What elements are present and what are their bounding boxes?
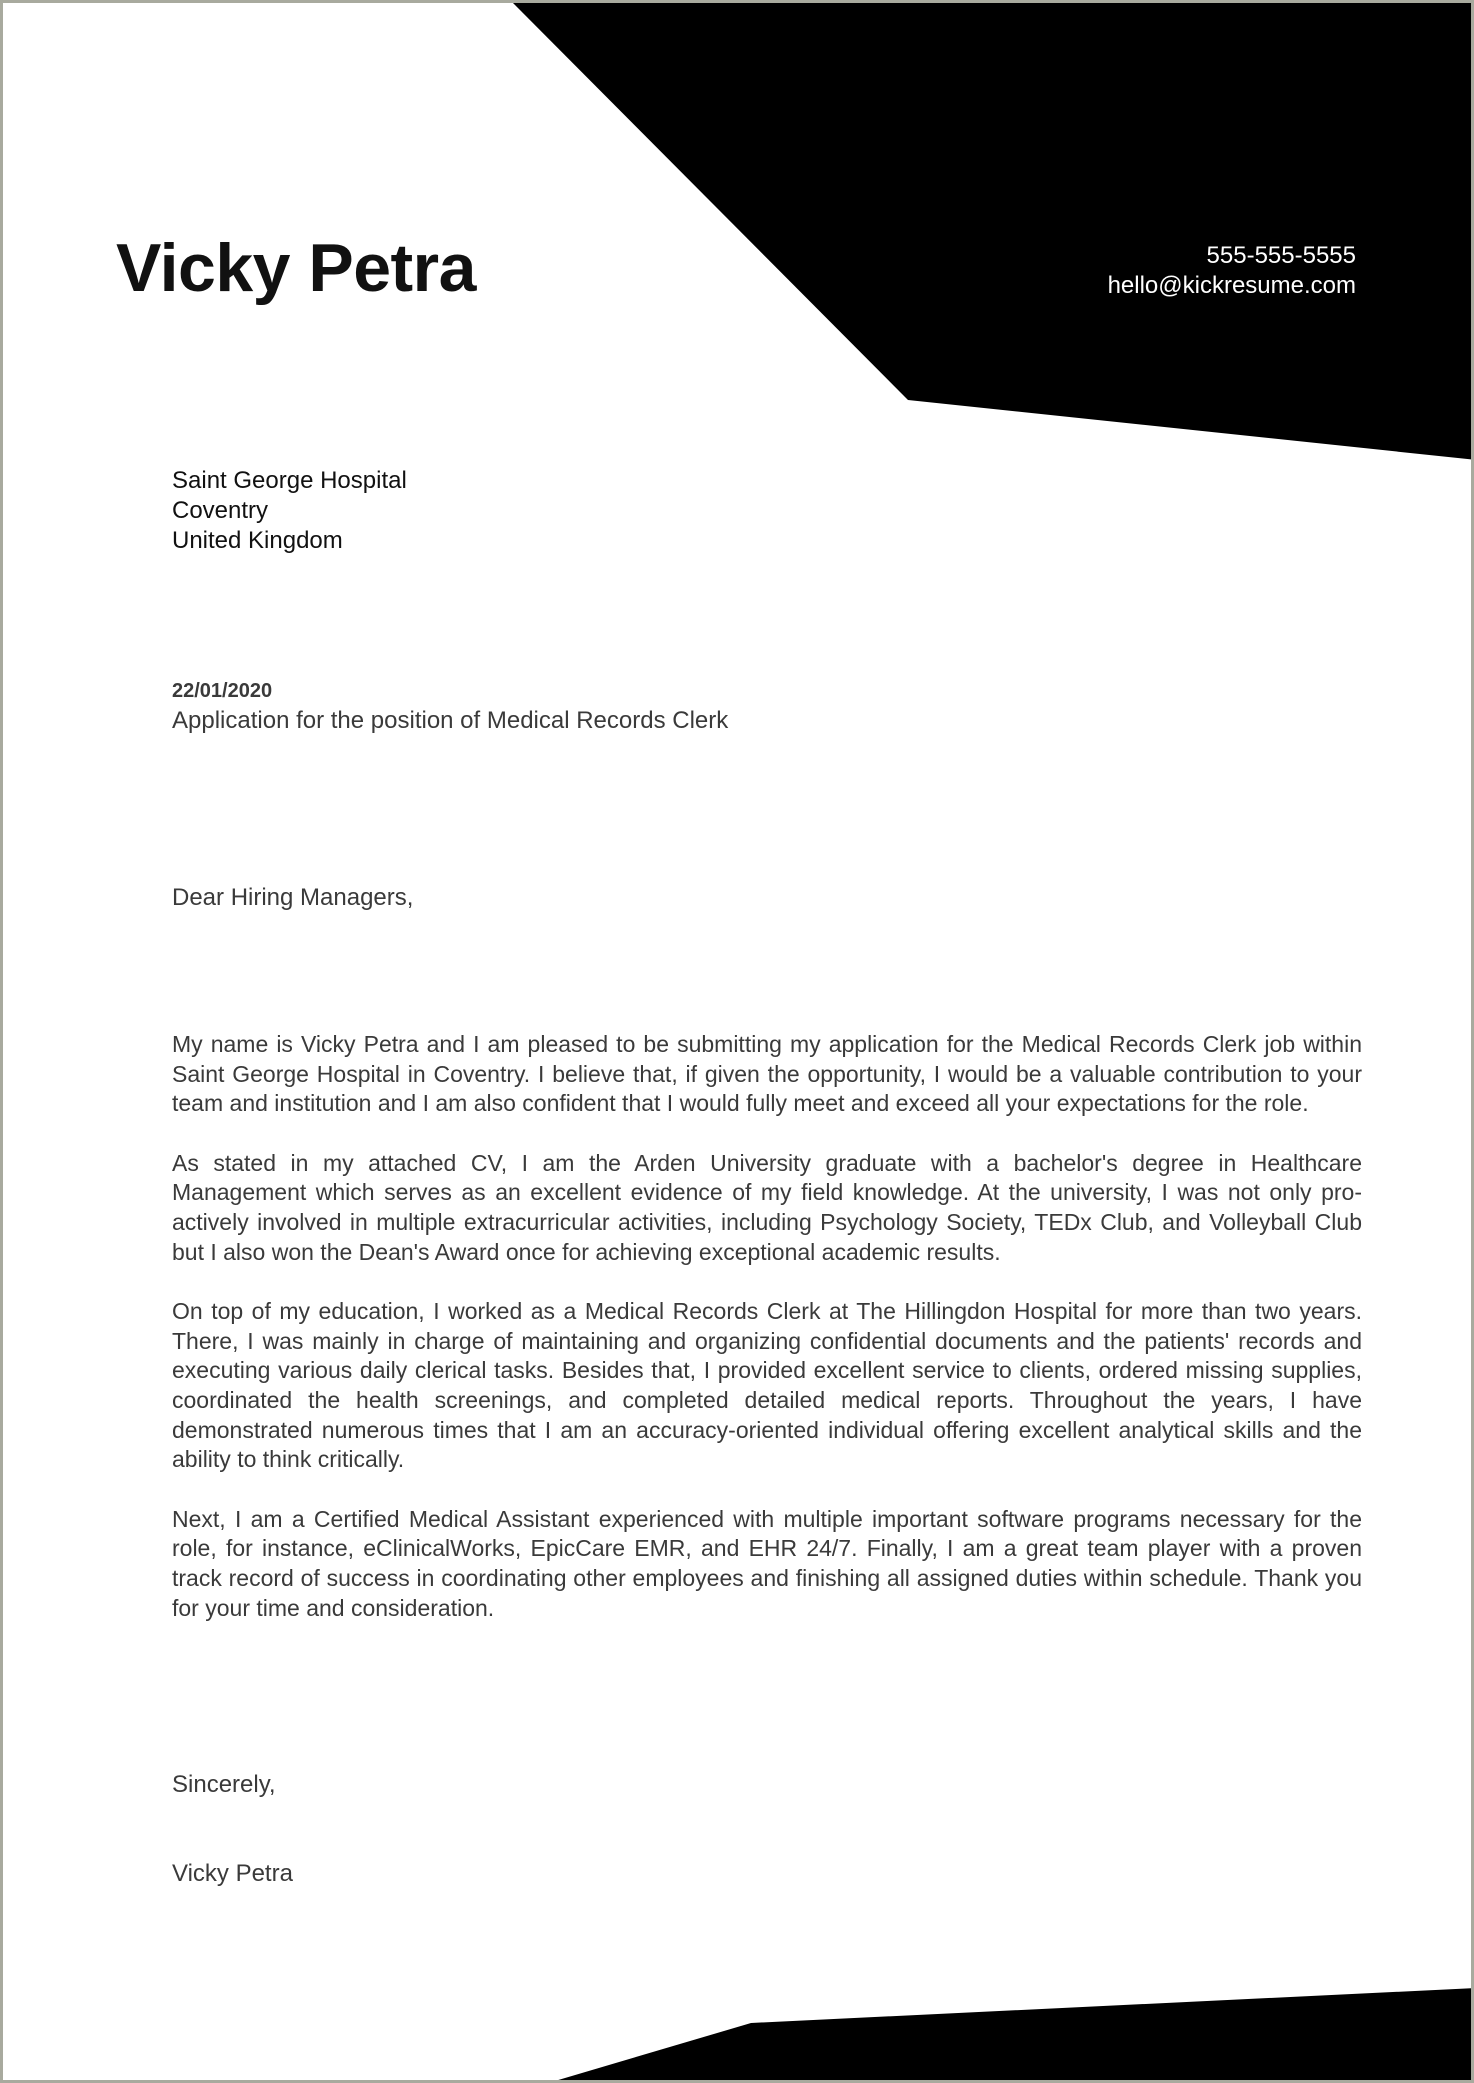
body-paragraph: Next, I am a Certified Medical Assistant experienced with multiple important software programs necessary for the role, for instance, eClinicalWorks, EpicCare EMR, and EHR 24/7. Finally, I am a great team player with a proven track record of success in coordinating other employees and finishing all assigned duties within schedule. Thank you for your time and consideration.	[172, 1505, 1362, 1621]
recipient-organization: Saint George Hospital	[172, 467, 407, 494]
body-paragraph: As stated in my attached CV, I am the Arden University graduate with a bachelor's degree in Healthcare Management which serves as an excellent evidence of my field knowledge. At the university, I was not only pro-actively involved in multiple extracurricular activities, including Psychology Society, TEDx Club, and Volleyball Club but I also won the Dean's Award once for achieving exceptional academic results.	[172, 1149, 1362, 1265]
signature-name: Vicky Petra	[172, 1860, 293, 1887]
recipient-country: United Kingdom	[172, 527, 343, 554]
letter-subject: Application for the position of Medical Records Clerk	[172, 707, 729, 734]
body-paragraph: My name is Vicky Petra and I am pleased to be submitting my application for the Medical Records Clerk job within Saint George Hospital in Coventry. I believe that, if given the opportunity, I would be a valuable contribution to your team and institution and I am also confident that I would fully meet and exceed all your expectations for the role.	[172, 1031, 1362, 1117]
email-address: hello@kickresume.com	[1107, 272, 1356, 299]
footer-black-shape	[538, 1988, 1474, 2083]
header-black-shape	[513, 3, 1474, 460]
body-paragraph: On top of my education, I worked as a Medical Records Clerk at The Hillingdon Hospital for more than two years. There, I was mainly in charge of maintaining and organizing confidential documents and the patients' records and executing various daily clerical tasks. Besides that, I provided excellent service to clients, ordered missing supplies, coordinated the health screenings, and completed detailed medical reports. Throughout the years, I have demonstrated numerous times that I am an accuracy-oriented individual offering excellent analytical skills and the ability to think critically.	[172, 1298, 1362, 1473]
contact-block	[1108, 241, 1356, 301]
phone-number: 555-555-5555	[1206, 242, 1356, 269]
letter-body	[172, 1030, 1362, 1653]
letter-date: 22/01/2020	[172, 680, 273, 702]
closing: Sincerely,	[172, 1771, 276, 1798]
salutation: Dear Hiring Managers,	[172, 884, 414, 911]
recipient-address	[172, 466, 407, 556]
sender-name: Vicky Petra	[116, 230, 476, 306]
recipient-city: Coventry	[172, 497, 269, 524]
